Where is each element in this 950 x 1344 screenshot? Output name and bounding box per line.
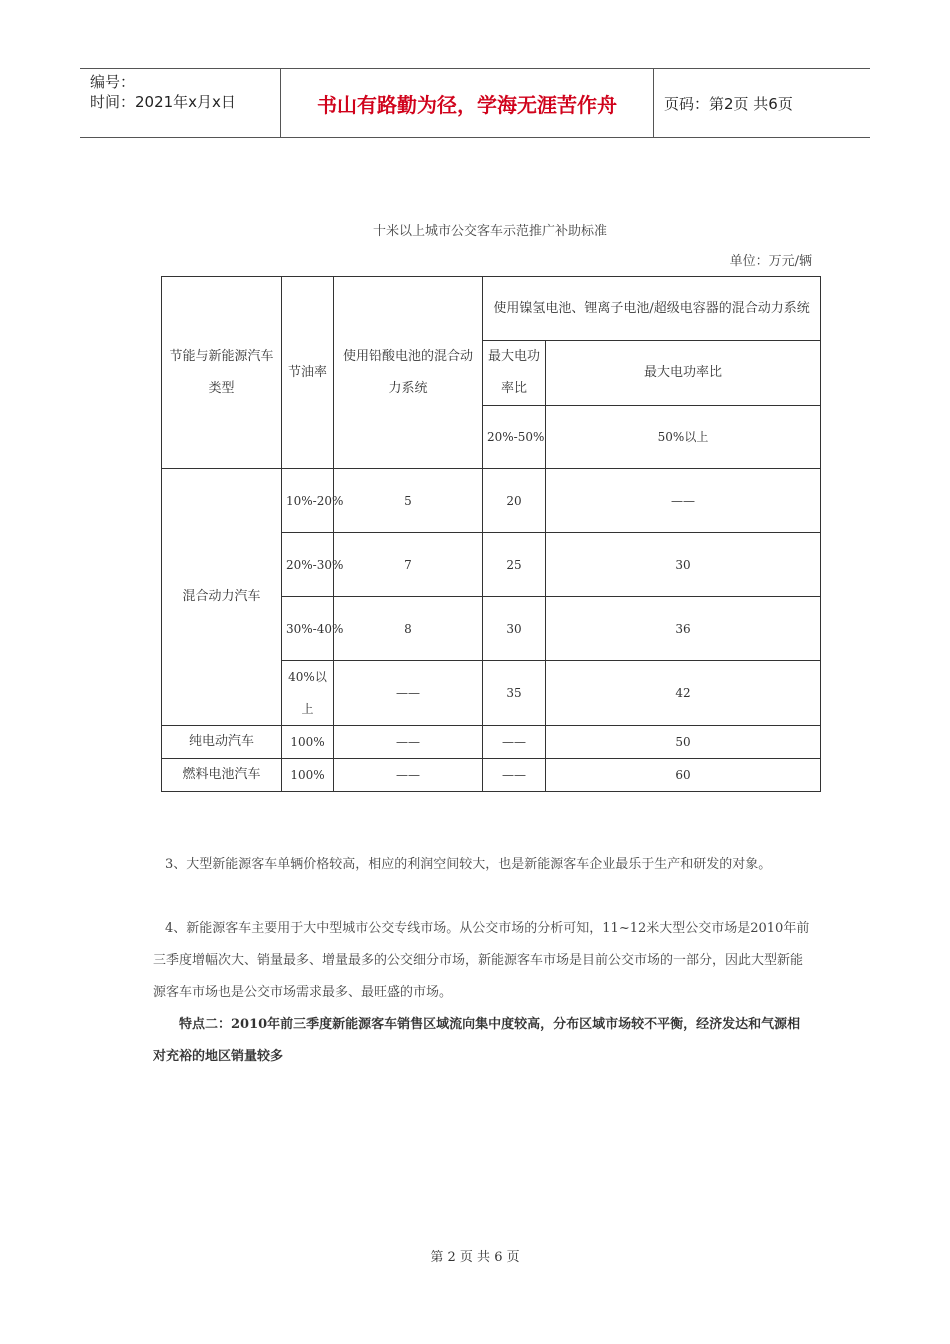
- table-row: [162, 726, 821, 759]
- header-nimh: 使用镍氢电池、锂离子电池/超级电容器的混合动力系统: [483, 277, 821, 341]
- cell-lead-acid: 7: [334, 533, 483, 597]
- cell-r2: ——: [546, 469, 821, 533]
- table-row: [162, 469, 821, 533]
- cell-r2: 60: [546, 759, 821, 792]
- header-range-1: 20%-50%: [483, 406, 546, 469]
- header-max-ratio-1: 最大电功率比: [483, 341, 546, 406]
- cell-r2: 50: [546, 726, 821, 759]
- page-footer: 第 2 页 共 6 页: [430, 1250, 520, 1265]
- header-meta: [80, 69, 281, 137]
- cell-r1: 30: [483, 597, 546, 661]
- cell-saving: 20%-30%: [282, 533, 334, 597]
- table-caption: 十米以上城市公交客车示范推广补助标准: [372, 224, 607, 239]
- cell-type: 纯电动汽车: [162, 726, 282, 759]
- cell-saving: 100%: [282, 726, 334, 759]
- time-label: 时间：2021年x月x日: [90, 93, 236, 111]
- cell-lead-acid: ——: [334, 726, 483, 759]
- cell-r1: ——: [483, 726, 546, 759]
- cell-saving: 10%-20%: [282, 469, 334, 533]
- cell-saving: 30%-40%: [282, 597, 334, 661]
- cell-lead-acid: ——: [334, 661, 483, 726]
- cell-lead-acid: 8: [334, 597, 483, 661]
- cell-r1: ——: [483, 759, 546, 792]
- cell-r1: 35: [483, 661, 546, 726]
- paragraph-4: 4、新能源客车主要用于大中型城市公交专线市场。从公交市场的分析可知，11~12米大型公交市场是2010年前三季度增幅次大、销量最多、增量最多的公交细分市场，新能源客车市场是目前公交市场的一部分，因此大型新能源客车市场也是公交市场需求最多、最旺盛的市场。: [153, 921, 810, 1000]
- cell-r1: 25: [483, 533, 546, 597]
- header-type: 节能与新能源汽车类型: [162, 277, 282, 469]
- subsidy-table: [161, 276, 821, 792]
- hybrid-label: 混合动力汽车: [162, 469, 282, 726]
- header-motto: 书山有路勤为径，学海无涯苦作舟: [281, 69, 654, 137]
- cell-lead-acid: 5: [334, 469, 483, 533]
- header-max-ratio-2: 最大电功率比: [546, 341, 821, 406]
- header-lead-acid: 使用铅酸电池的混合动力系统: [334, 277, 483, 469]
- cell-lead-acid: ——: [334, 759, 483, 792]
- paragraph-3: 3、大型新能源客车单辆价格较高，相应的利润空间较大，也是新能源客车企业最乐于生产和研发的对象。: [165, 857, 772, 872]
- header-saving: 节油率: [282, 277, 334, 469]
- table-row: [162, 759, 821, 792]
- cell-saving: 100%: [282, 759, 334, 792]
- header-page-info: 页码：第2页 共6页: [664, 94, 793, 113]
- feature-two: 特点二：2010年前三季度新能源客车销售区域流向集中度较高，分布区域市场较不平衡，经济发达和气源相对充裕的地区销量较多: [153, 1017, 801, 1064]
- cell-r2: 30: [546, 533, 821, 597]
- page-header: [80, 68, 870, 138]
- cell-type: 燃料电池汽车: [162, 759, 282, 792]
- cell-r1: 20: [483, 469, 546, 533]
- header-range-2: 50%以上: [546, 406, 821, 469]
- number-label: 编号：: [90, 73, 136, 91]
- table-unit: 单位：万元/辆: [729, 254, 812, 269]
- cell-r2: 42: [546, 661, 821, 726]
- cell-saving: 40%以上: [282, 661, 334, 726]
- cell-r2: 36: [546, 597, 821, 661]
